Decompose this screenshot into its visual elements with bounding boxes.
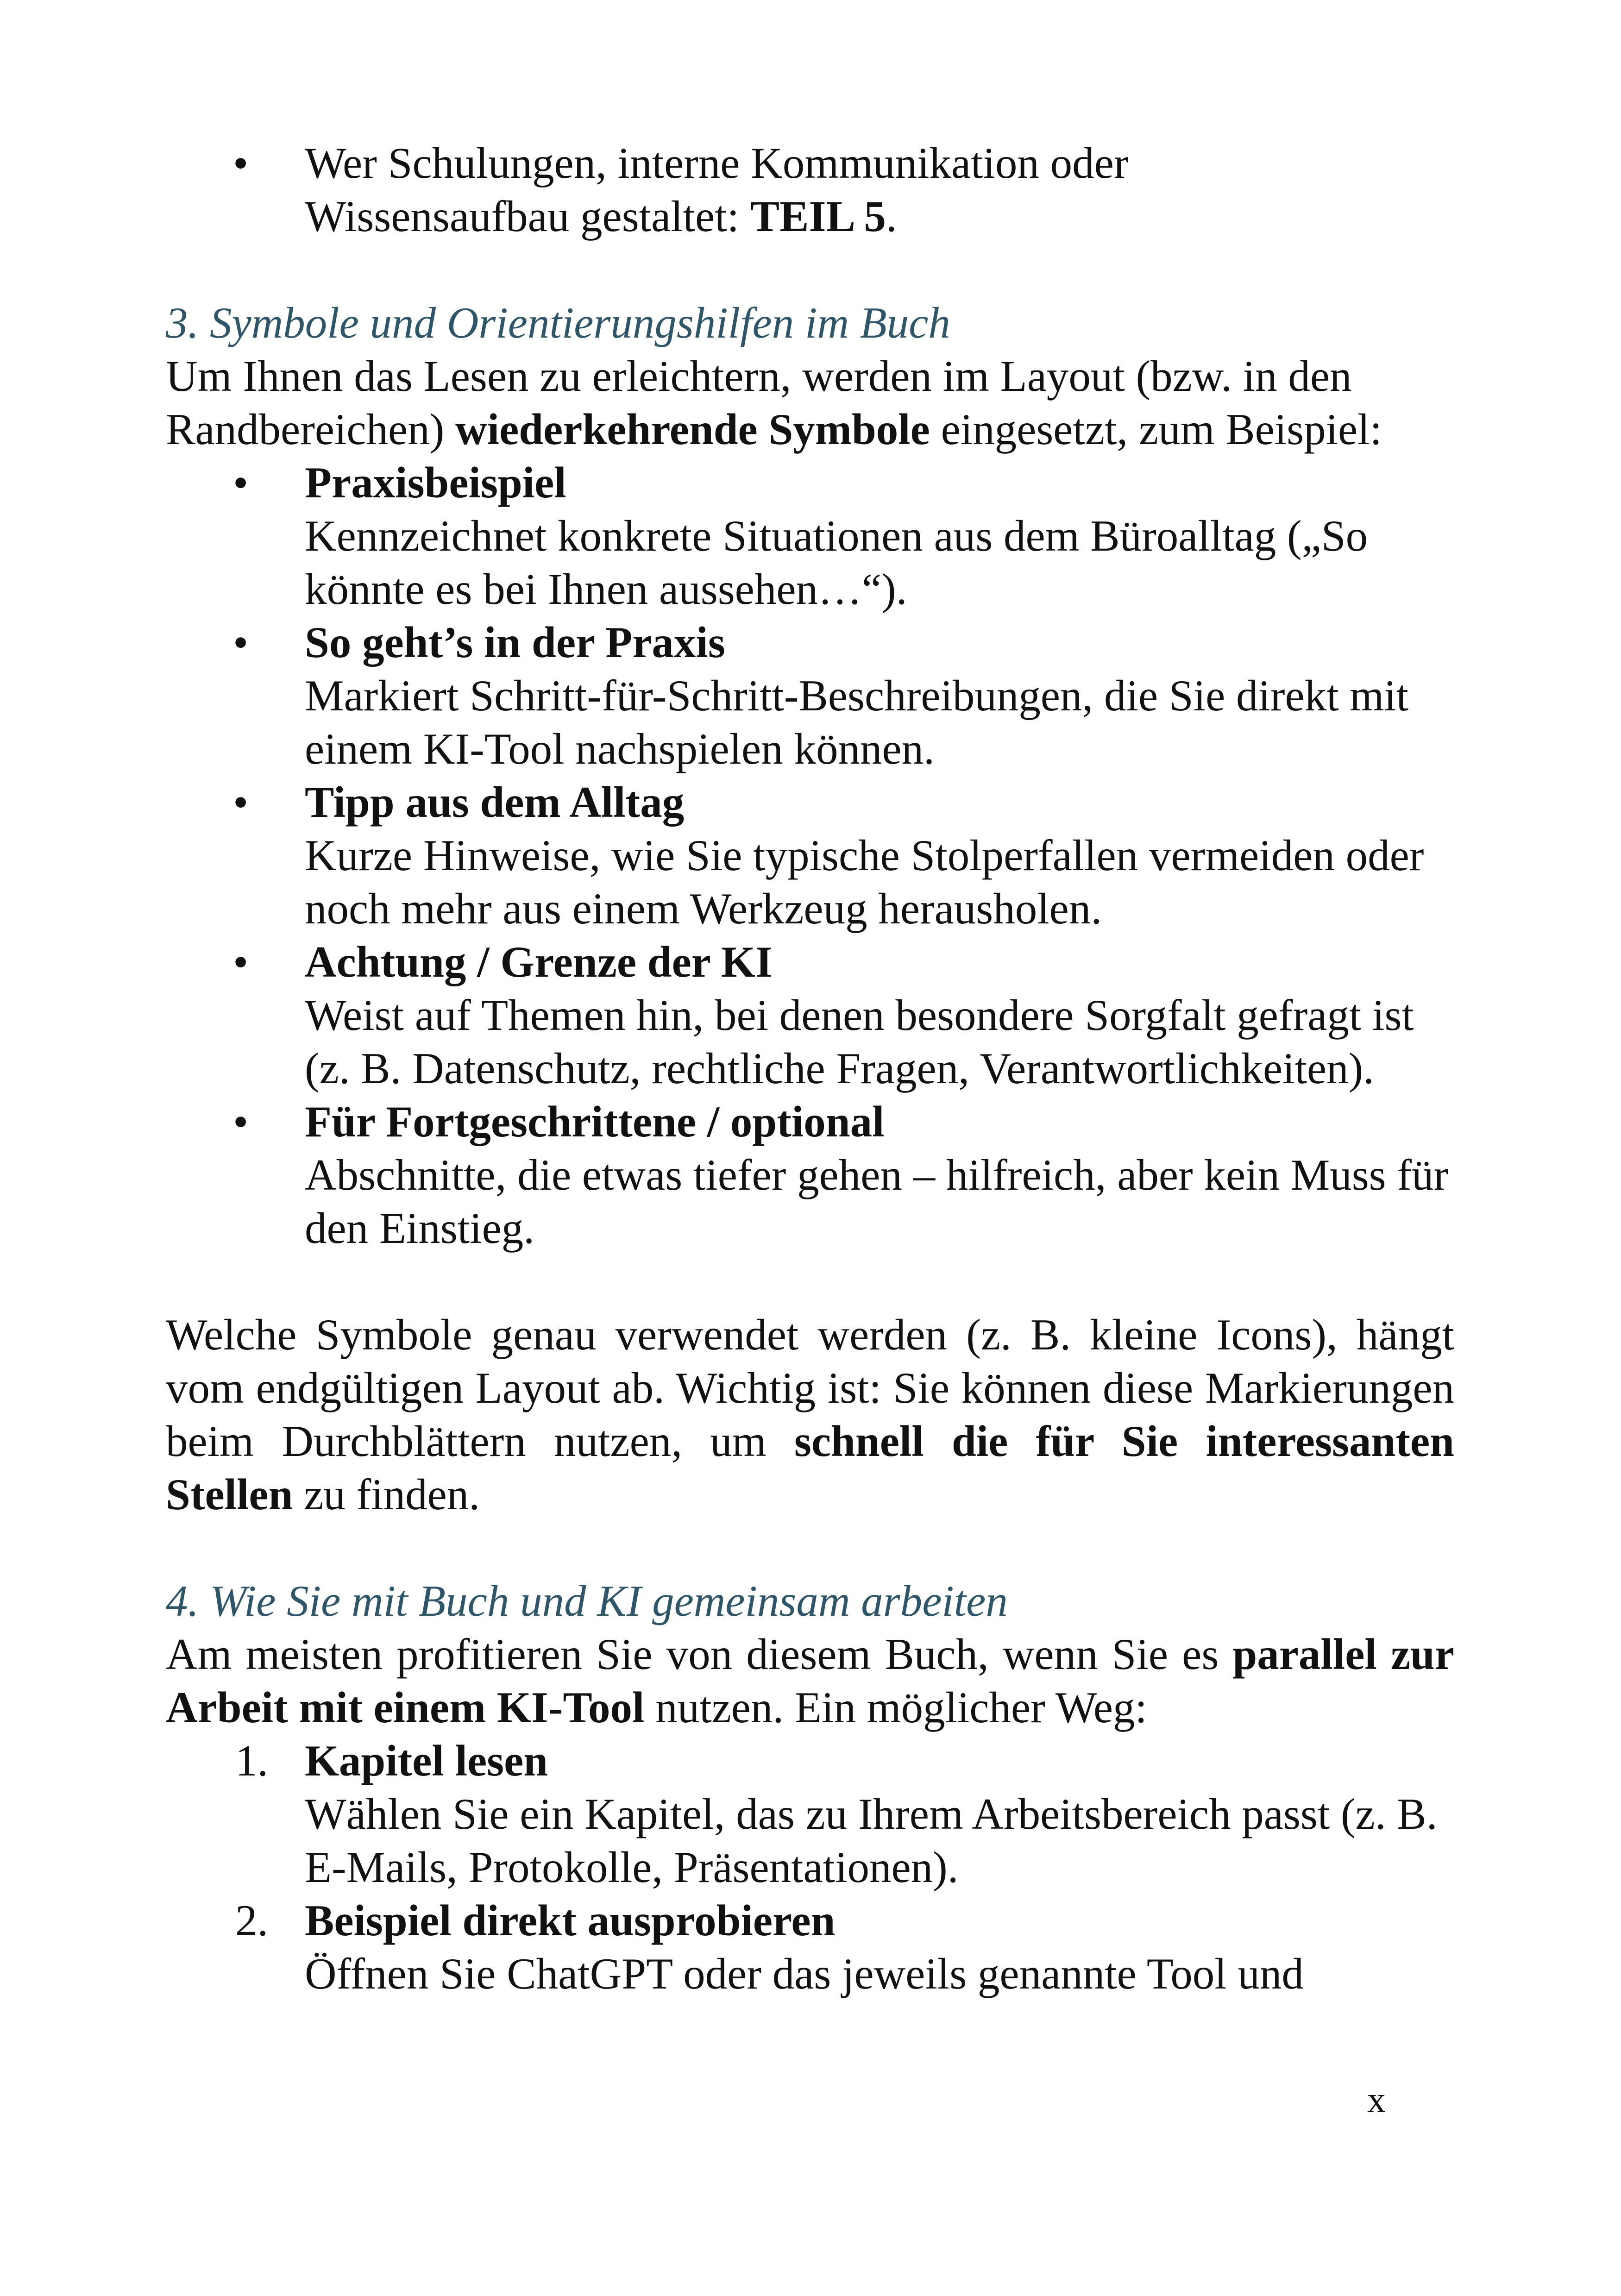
section-4-heading: 4. Wie Sie mit Buch und KI gemeinsam arbeiten <box>166 1576 1008 1625</box>
section-3-intro-text: Um Ihnen das Lesen zu erleichtern, werden im Layout (bzw. in den Randbereichen) <box>166 351 1352 454</box>
section-4-intro-text-end: nutzen. Ein möglicher Weg: <box>644 1683 1147 1732</box>
step-number: 1. <box>235 1736 269 1785</box>
section-4-intro <box>166 1628 1454 1734</box>
bullet-line-1: Wer Schulungen, interne Kommunikation oder <box>305 138 1129 188</box>
symbol-description: Kennzeichnet konkrete Situationen aus dem Büroalltag („So könnte es bei Ihnen aussehen…“). <box>305 511 1368 614</box>
section-4-intro-bold: parallel zur Arbeit mit einem KI-Tool <box>166 1630 1455 1732</box>
section-3-heading: 3. Symbole und Orientierungshilfen im Buch <box>166 298 950 347</box>
symbol-list-item <box>166 616 1454 776</box>
bullet-icon: • <box>233 1097 249 1146</box>
symbol-title <box>305 1095 1454 1148</box>
section-3-intro-bold: wiederkehrende Symbole <box>455 405 930 454</box>
bullet-icon: • <box>233 618 249 667</box>
symbol-description: Weist auf Themen hin, bei denen besondere Sorgfalt gefragt ist (z. B. Datenschutz, rechtliche Fragen, Verantwortlichkeiten). <box>305 991 1414 1093</box>
bullet-line-2-prefix: Wissensaufbau gestaltet: <box>305 192 750 241</box>
bullet-icon: • <box>233 458 249 507</box>
section-3-outro <box>166 1308 1454 1521</box>
symbol-title <box>305 776 1454 829</box>
symbol-title-text: Für Fortgeschrittene / optional <box>305 1097 885 1146</box>
symbol-title-text: So geht’s in der Praxis <box>305 618 725 667</box>
step-list-item <box>166 1894 1454 2001</box>
section-4-intro-text: Am meisten profitieren Sie von diesem Buch, wenn Sie es <box>166 1630 1233 1679</box>
section-3-intro <box>166 350 1454 456</box>
page-number: x <box>1367 2080 1386 2120</box>
symbol-list-item <box>166 776 1454 935</box>
symbol-title-text: Tipp aus dem Alltag <box>305 778 685 827</box>
page-content <box>166 137 1454 2001</box>
symbol-list-item <box>166 456 1454 616</box>
section-3-outro-text: Welche Symbole genau verwendet werden (z. B. kleine Icons), hängt vom endgültigen Layout ab. Wichtig ist: Sie können diese Markierungen beim Durchblättern nutzen, um <box>166 1310 1454 1466</box>
section-3-outro-bold: schnell die für Sie interessanten Stellen <box>166 1417 1454 1519</box>
symbol-list-item <box>166 1095 1454 1255</box>
symbol-description: Abschnitte, die etwas tiefer gehen – hilfreich, aber kein Muss für den Einstieg. <box>305 1150 1449 1253</box>
section-3-intro-text-end: eingesetzt, zum Beispiel: <box>930 405 1382 454</box>
step-number: 2. <box>235 1896 269 1945</box>
symbol-title <box>305 935 1454 989</box>
symbol-title <box>305 616 1454 669</box>
step-list-item <box>166 1734 1454 1894</box>
bullet-icon: • <box>233 778 249 827</box>
bullet-icon: • <box>233 937 249 986</box>
step-title-text: Beispiel direkt ausprobieren <box>305 1896 836 1945</box>
symbol-title <box>305 456 1454 509</box>
step-title <box>305 1894 1454 1947</box>
bullet-line-2-suffix: . <box>886 192 897 241</box>
symbol-description: Kurze Hinweise, wie Sie typische Stolperfallen vermeiden oder noch mehr aus einem Werkzeug herausholen. <box>305 831 1424 933</box>
step-description: Öffnen Sie ChatGPT oder das jeweils genannte Tool und <box>305 1949 1304 1998</box>
intro-bullet-item <box>166 137 1454 243</box>
section-3-outro-text-end: zu finden. <box>293 1470 480 1519</box>
teil-5-label: TEIL 5 <box>750 192 886 241</box>
symbol-title-text: Praxisbeispiel <box>305 458 566 507</box>
bullet-icon: • <box>233 138 249 188</box>
bullet-text <box>305 137 1454 243</box>
symbol-title-text: Achtung / Grenze der KI <box>305 937 773 986</box>
symbol-list-item <box>166 935 1454 1095</box>
symbol-description: Markiert Schritt-für-Schritt-Beschreibungen, die Sie direkt mit einem KI-Tool nachspielen können. <box>305 671 1409 773</box>
step-title <box>305 1734 1454 1788</box>
step-description: Wählen Sie ein Kapitel, das zu Ihrem Arbeitsbereich passt (z. B. E-Mails, Protokolle, Präsentationen). <box>305 1789 1438 1892</box>
step-title-text: Kapitel lesen <box>305 1736 548 1785</box>
